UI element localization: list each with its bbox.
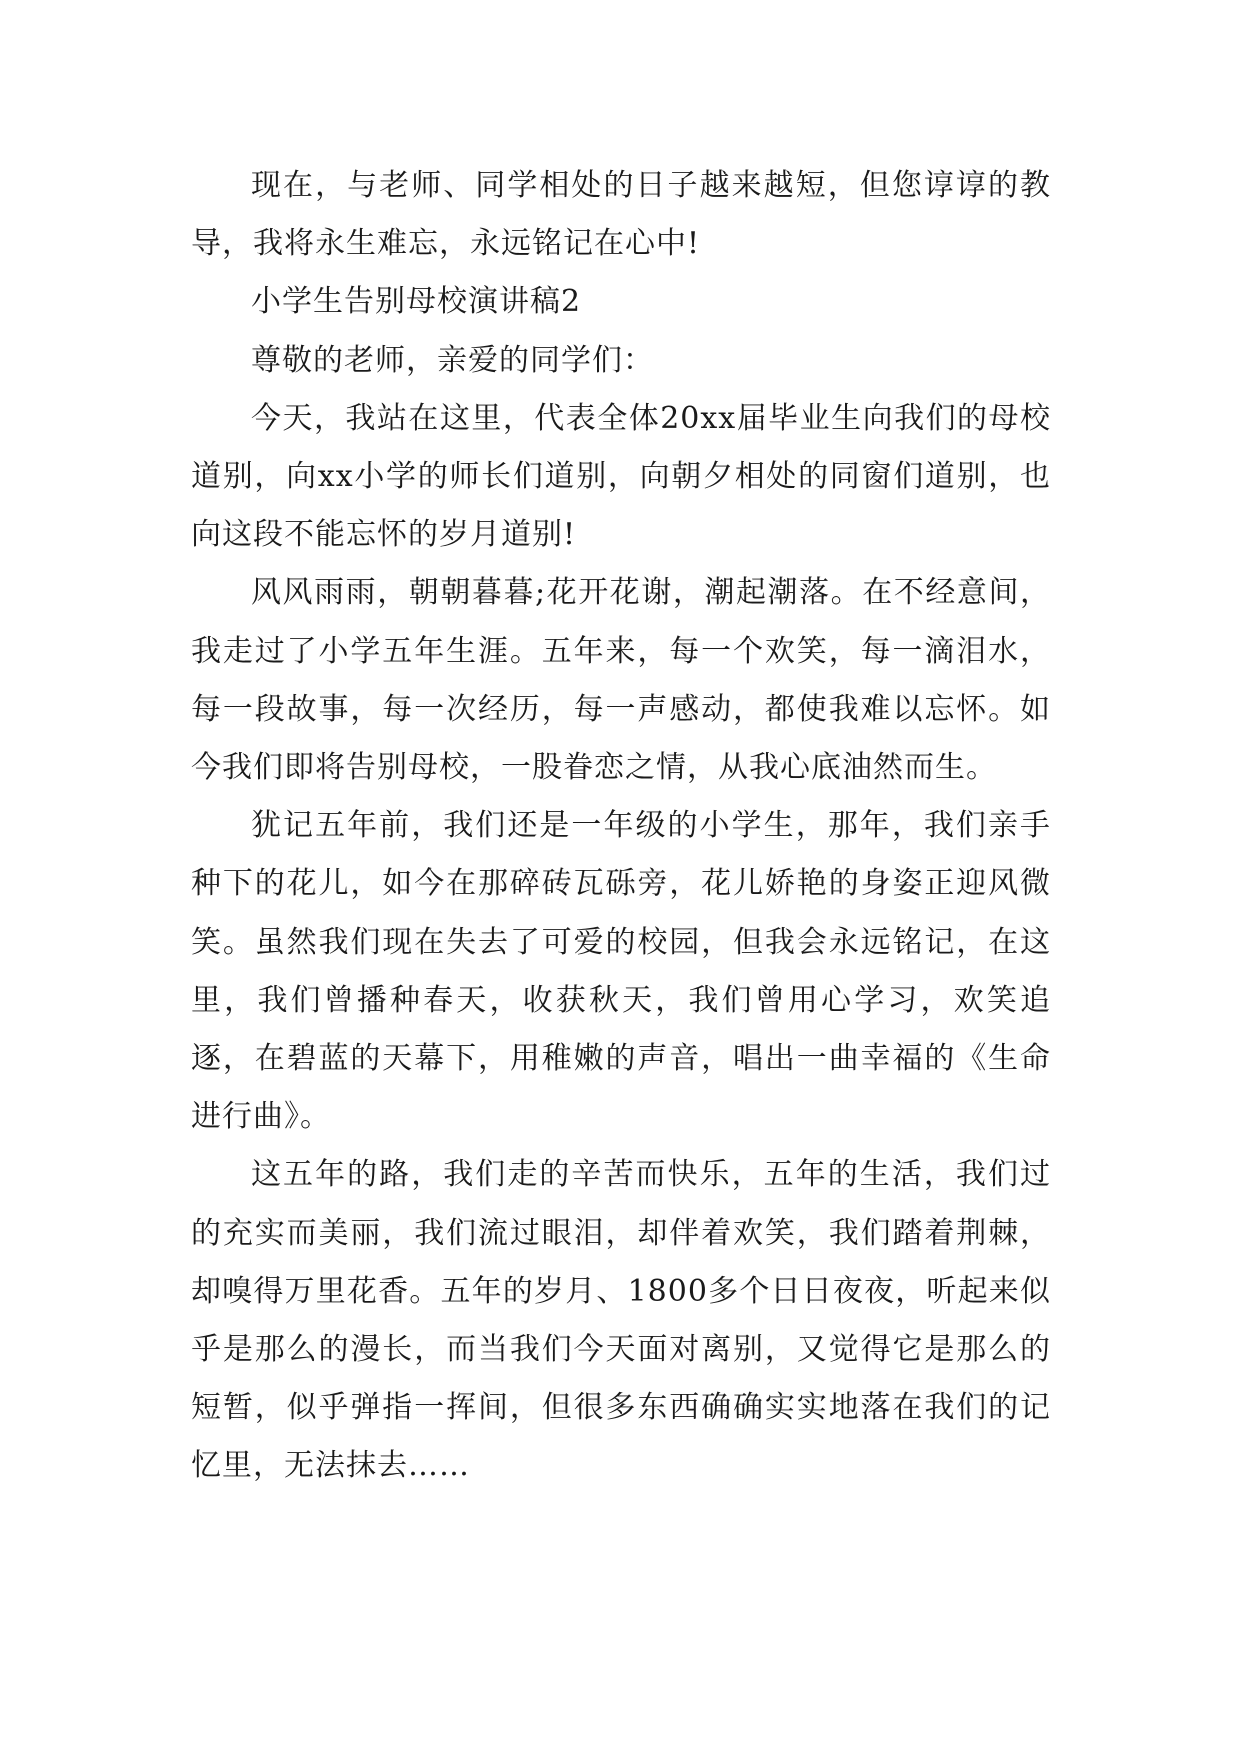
- speech-title: 小学生告别母校演讲稿2: [251, 284, 582, 320]
- document-body: [191, 157, 1051, 1496]
- paragraph-journey: 这五年的路，我们走的辛苦而快乐，五年的生活，我们过的充实而美丽，我们流过眼泪，却伴着欢笑，我们踏着荆棘，却嗅得万里花香。五年的岁月、1800多个日日夜夜，听起来似乎是那么的漫长，而当我们今天面对离别，又觉得它是那么的短暂，似乎弹指一挥间，但很多东西确确实实地落在我们的记忆里，无法抹去……: [191, 1157, 1051, 1484]
- paragraph-memories: 犹记五年前，我们还是一年级的小学生，那年，我们亲手种下的花儿，如今在那碎砖瓦砾旁，花儿娇艳的身姿正迎风微笑。虽然我们现在失去了可爱的校园，但我会永远铭记，在这里，我们曾播种春天，收获秋天，我们曾用心学习，欢笑追逐，在碧蓝的天幕下，用稚嫩的声音，唱出一曲幸福的《生命进行曲》。: [191, 808, 1051, 1135]
- paragraph-five-years: 风风雨雨，朝朝暮暮;花开花谢，潮起潮落。在不经意间，我走过了小学五年生涯。五年来，每一个欢笑，每一滴泪水，每一段故事，每一次经历，每一声感动，都使我难以忘怀。如今我们即将告别母校，一股眷恋之情，从我心底油然而生。: [191, 575, 1051, 786]
- salutation: 尊敬的老师，亲爱的同学们：: [251, 342, 654, 378]
- paragraph-closing-line: 现在，与老师、同学相处的日子越来越短，但您谆谆的教导，我将永生难忘，永远铭记在心中!: [191, 168, 1051, 262]
- paragraph-farewell: 今天，我站在这里，代表全体20xx届毕业生向我们的母校道别，向xx小学的师长们道别，向朝夕相处的同窗们道别，也向这段不能忘怀的岁月道别!: [191, 400, 1051, 553]
